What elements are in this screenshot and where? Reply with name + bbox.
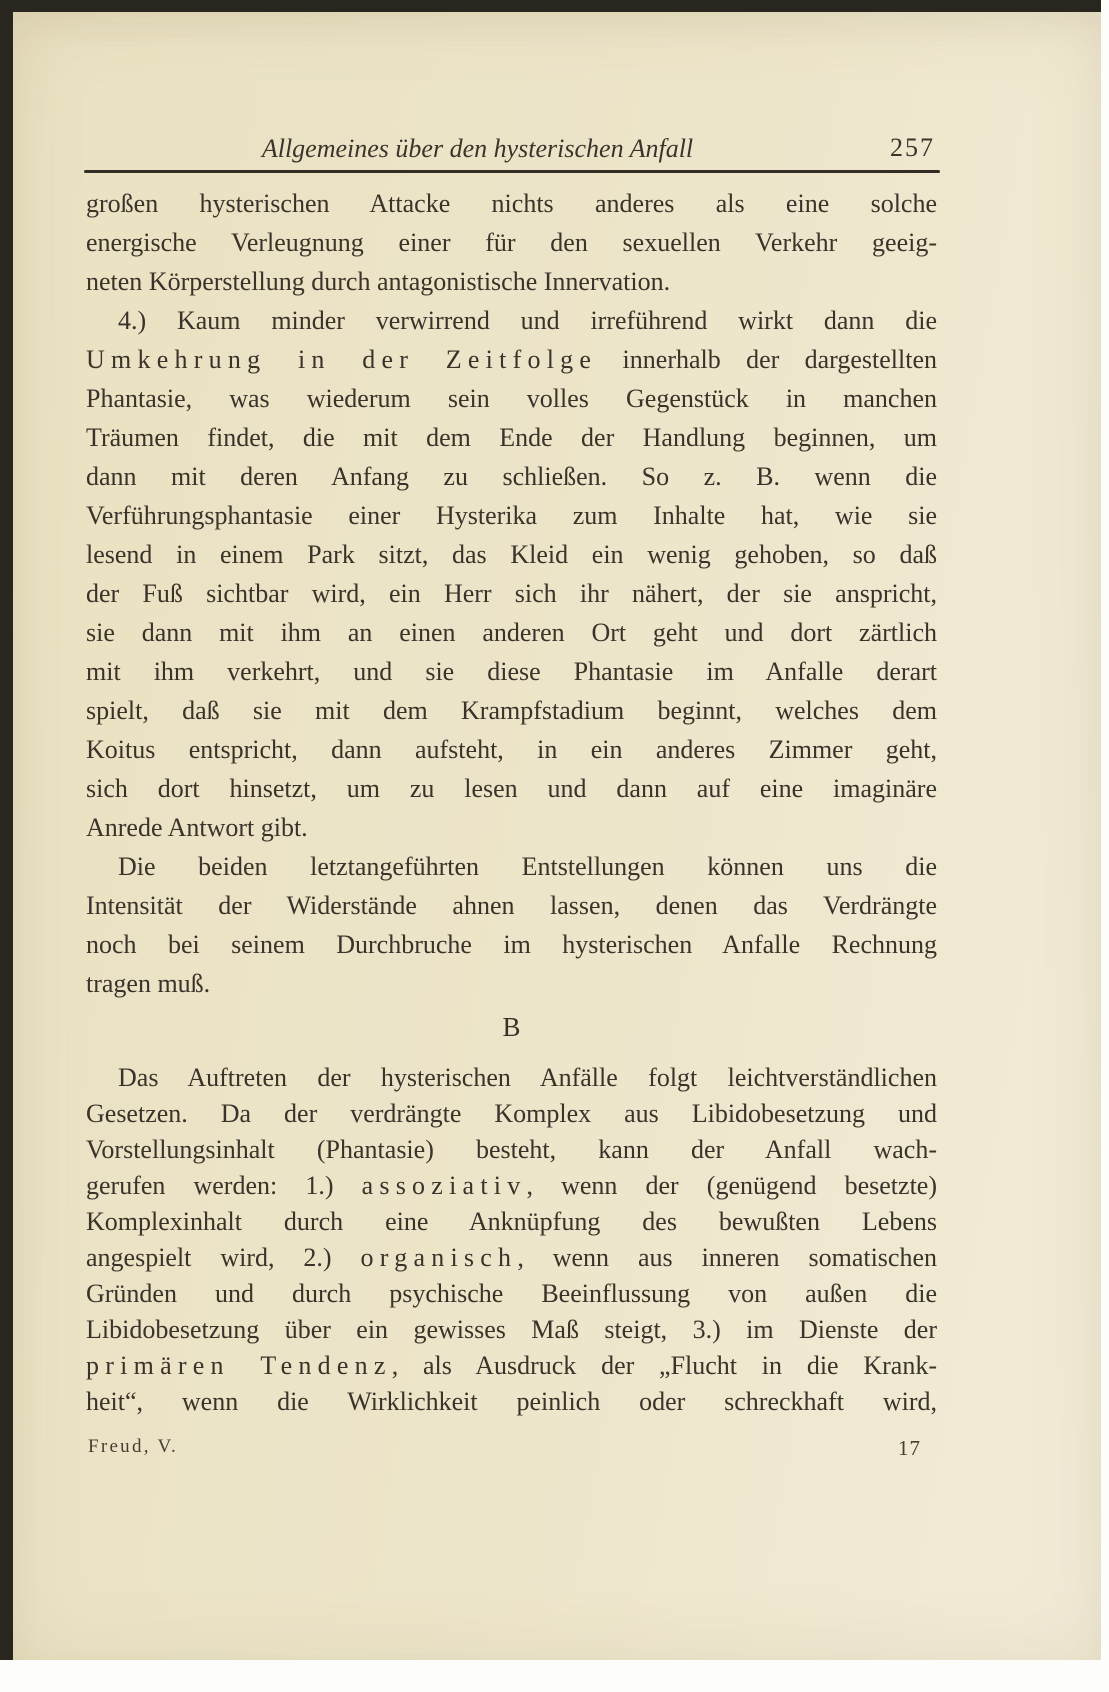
page-footer [86, 1436, 937, 1468]
emphasis-spaced-text: assoziativ [361, 1171, 527, 1200]
paragraph [86, 1060, 937, 1420]
text-segment: Träumen findet, die mit dem Ende der Handlung beginnen, um [86, 423, 937, 452]
running-head [86, 132, 937, 170]
text-segment: , als Ausdruck der „Flucht in die Krank- [391, 1351, 937, 1380]
text-segment: angespielt wird, 2.) [86, 1243, 361, 1272]
body-text-section-b [86, 1060, 937, 1420]
text-segment: der Fuß sichtbar wird, ein Herr sich ihr nähert, der sie anspricht, [86, 579, 937, 608]
text-segment: tragen muß. [86, 969, 211, 998]
section-heading-b: B [502, 1012, 521, 1042]
text-segment: mit ihm verkehrt, und sie diese Phantasie im Anfalle derart [86, 657, 937, 686]
text-line [86, 1096, 937, 1132]
text-line [86, 964, 937, 1003]
paragraph [86, 301, 937, 847]
text-segment: spielt, daß sie mit dem Krampfstadium beginnt, welches dem [86, 696, 937, 725]
volume-signature: Freud, V. [88, 1436, 179, 1457]
text-segment: 4.) Kaum minder verwirrend und irreführend wirkt dann die [118, 306, 937, 335]
text-segment: heit“, wenn die Wirklichkeit peinlich oder schreckhaft wird, [86, 1387, 937, 1416]
text-line [86, 496, 937, 535]
text-line [86, 1132, 937, 1168]
text-line [86, 730, 937, 769]
text-line [86, 184, 937, 223]
text-segment: innerhalb der dargestellten [597, 345, 937, 374]
text-line [86, 1060, 937, 1096]
book-page-paper [13, 12, 1101, 1660]
text-line [86, 925, 937, 964]
emphasis-spaced-text: primären Tendenz [86, 1351, 392, 1380]
text-segment: Libidobesetzung über ein gewisses Maß steigt, 3.) im Dienste der [86, 1315, 937, 1344]
emphasis-spaced-text: organisch [360, 1243, 518, 1272]
text-segment: energische Verleugnung einer für den sexuellen Verkehr geeig- [86, 228, 937, 257]
text-segment: Anrede Antwort gibt. [86, 813, 308, 842]
text-line [86, 769, 937, 808]
body-text-section-a [86, 184, 937, 1003]
text-segment: Komplexinhalt durch eine Anknüpfung des bewußten Lebens [86, 1207, 937, 1236]
text-segment: Koitus entspricht, dann aufsteht, in ein anderes Zimmer geht, [86, 735, 937, 764]
text-line [86, 1384, 937, 1420]
text-segment: sich dort hinsetzt, um zu lesen und dann auf eine imaginäre [86, 774, 937, 803]
text-segment: Phantasie, was wiederum sein volles Gegenstück in manchen [86, 384, 937, 413]
text-segment: dann mit deren Anfang zu schließen. So z. B. wenn die [86, 462, 937, 491]
text-line [86, 1168, 937, 1204]
text-line [86, 652, 937, 691]
paragraph [86, 847, 937, 1003]
text-segment: Das Auftreten der hysterischen Anfälle folgt leichtverständlichen [118, 1063, 937, 1092]
text-line [86, 1204, 937, 1240]
text-segment: Intensität der Widerstände ahnen lassen, denen das Verdrängte [86, 891, 937, 920]
text-segment: Vorstellungsinhalt (Phantasie) besteht, kann der Anfall wach- [86, 1135, 937, 1164]
text-segment: noch bei seinem Durchbruche im hysterischen Anfalle Rechnung [86, 930, 937, 959]
paragraph [86, 184, 937, 301]
text-line [86, 535, 937, 574]
text-segment: Gründen und durch psychische Beeinflussung von außen die [86, 1279, 937, 1308]
text-line [86, 301, 937, 340]
text-line [86, 574, 937, 613]
text-segment: Gesetzen. Da der verdrängte Komplex aus Libidobesetzung und [86, 1099, 937, 1128]
text-segment: neten Körperstellung durch antagonistische Innervation. [86, 267, 671, 296]
sheet-number: 17 [898, 1436, 921, 1460]
text-line [86, 457, 937, 496]
text-line [86, 1312, 937, 1348]
text-line [86, 223, 937, 262]
text-line [86, 1276, 937, 1312]
text-line [86, 262, 937, 301]
text-line [86, 1240, 937, 1276]
emphasis-spaced-text: Umkehrung in der Zeitfolge [86, 345, 598, 374]
chapter-title: Allgemeines über den hysterischen Anfall [261, 134, 694, 163]
text-line [86, 847, 937, 886]
text-line [86, 418, 937, 457]
text-line [86, 340, 937, 379]
text-segment: lesend in einem Park sitzt, das Kleid ein wenig gehoben, so daß [86, 540, 937, 569]
text-segment: , wenn der (genügend besetzte) [526, 1171, 937, 1200]
text-segment: sie dann mit ihm an einen anderen Ort geht und dort zärtlich [86, 618, 937, 647]
header-rule [84, 170, 940, 173]
text-line [86, 691, 937, 730]
text-segment: Die beiden letztangeführten Entstellungen können uns die [118, 852, 937, 881]
text-segment: gerufen werden: 1.) [86, 1171, 362, 1200]
text-segment: Verführungsphantasie einer Hysterika zum Inhalte hat, wie sie [86, 501, 937, 530]
text-line [86, 379, 937, 418]
text-line [86, 613, 937, 652]
text-line [86, 1348, 937, 1384]
text-segment: , wenn aus inneren somatischen [517, 1243, 937, 1272]
text-line [86, 808, 937, 847]
text-line [86, 886, 937, 925]
page-number: 257 [890, 133, 935, 162]
text-segment: großen hysterischen Attacke nichts anderes als eine solche [86, 189, 937, 218]
